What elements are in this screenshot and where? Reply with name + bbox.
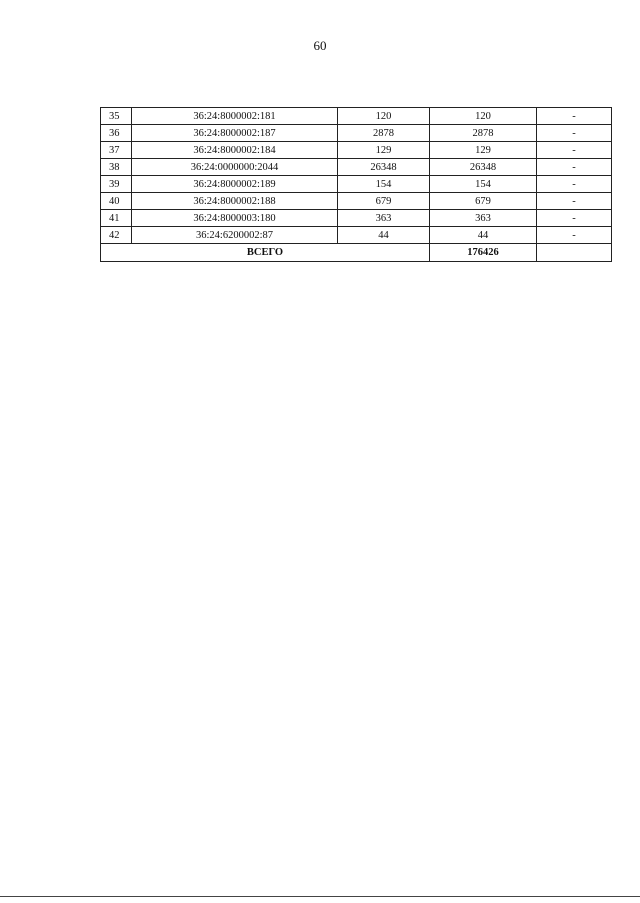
page-number: 60 (313, 38, 327, 53)
total-value: 176426 (430, 244, 537, 262)
note-cell: - (537, 210, 612, 227)
area-cell: 154 (338, 176, 430, 193)
area-cell: 26348 (338, 159, 430, 176)
area-cell: 26348 (430, 159, 537, 176)
table-row (101, 142, 612, 159)
total-empty-cell (537, 244, 612, 262)
note-cell: - (537, 125, 612, 142)
total-label: ВСЕГО (101, 244, 430, 262)
note-cell: - (537, 142, 612, 159)
cadastral-number: 36:24:8000002:187 (132, 125, 338, 142)
area-cell: 120 (338, 108, 430, 125)
row-number: 42 (101, 227, 132, 244)
total-row (101, 244, 612, 262)
table-row (101, 210, 612, 227)
area-cell: 363 (430, 210, 537, 227)
page-bottom-rule (0, 896, 640, 897)
area-cell: 44 (430, 227, 537, 244)
area-cell: 679 (338, 193, 430, 210)
cadastral-number: 36:24:8000003:180 (132, 210, 338, 227)
note-cell: - (537, 159, 612, 176)
area-cell: 679 (430, 193, 537, 210)
cadastral-number: 36:24:8000002:188 (132, 193, 338, 210)
row-number: 37 (101, 142, 132, 159)
parcel-table (100, 107, 612, 262)
cadastral-number: 36:24:8000002:184 (132, 142, 338, 159)
table-row (101, 176, 612, 193)
area-cell: 44 (338, 227, 430, 244)
row-number: 35 (101, 108, 132, 125)
table-row (101, 108, 612, 125)
table-row (101, 193, 612, 210)
area-cell: 129 (338, 142, 430, 159)
note-cell: - (537, 176, 612, 193)
note-cell: - (537, 108, 612, 125)
area-cell: 2878 (430, 125, 537, 142)
table-row (101, 159, 612, 176)
area-cell: 129 (430, 142, 537, 159)
area-cell: 2878 (338, 125, 430, 142)
note-cell: - (537, 193, 612, 210)
row-number: 39 (101, 176, 132, 193)
cadastral-number: 36:24:8000002:189 (132, 176, 338, 193)
cadastral-number: 36:24:0000000:2044 (132, 159, 338, 176)
row-number: 40 (101, 193, 132, 210)
area-cell: 363 (338, 210, 430, 227)
area-cell: 154 (430, 176, 537, 193)
row-number: 36 (101, 125, 132, 142)
table-row (101, 227, 612, 244)
cadastral-number: 36:24:6200002:87 (132, 227, 338, 244)
note-cell: - (537, 227, 612, 244)
area-cell: 120 (430, 108, 537, 125)
row-number: 38 (101, 159, 132, 176)
table-row (101, 125, 612, 142)
cadastral-number: 36:24:8000002:181 (132, 108, 338, 125)
row-number: 41 (101, 210, 132, 227)
